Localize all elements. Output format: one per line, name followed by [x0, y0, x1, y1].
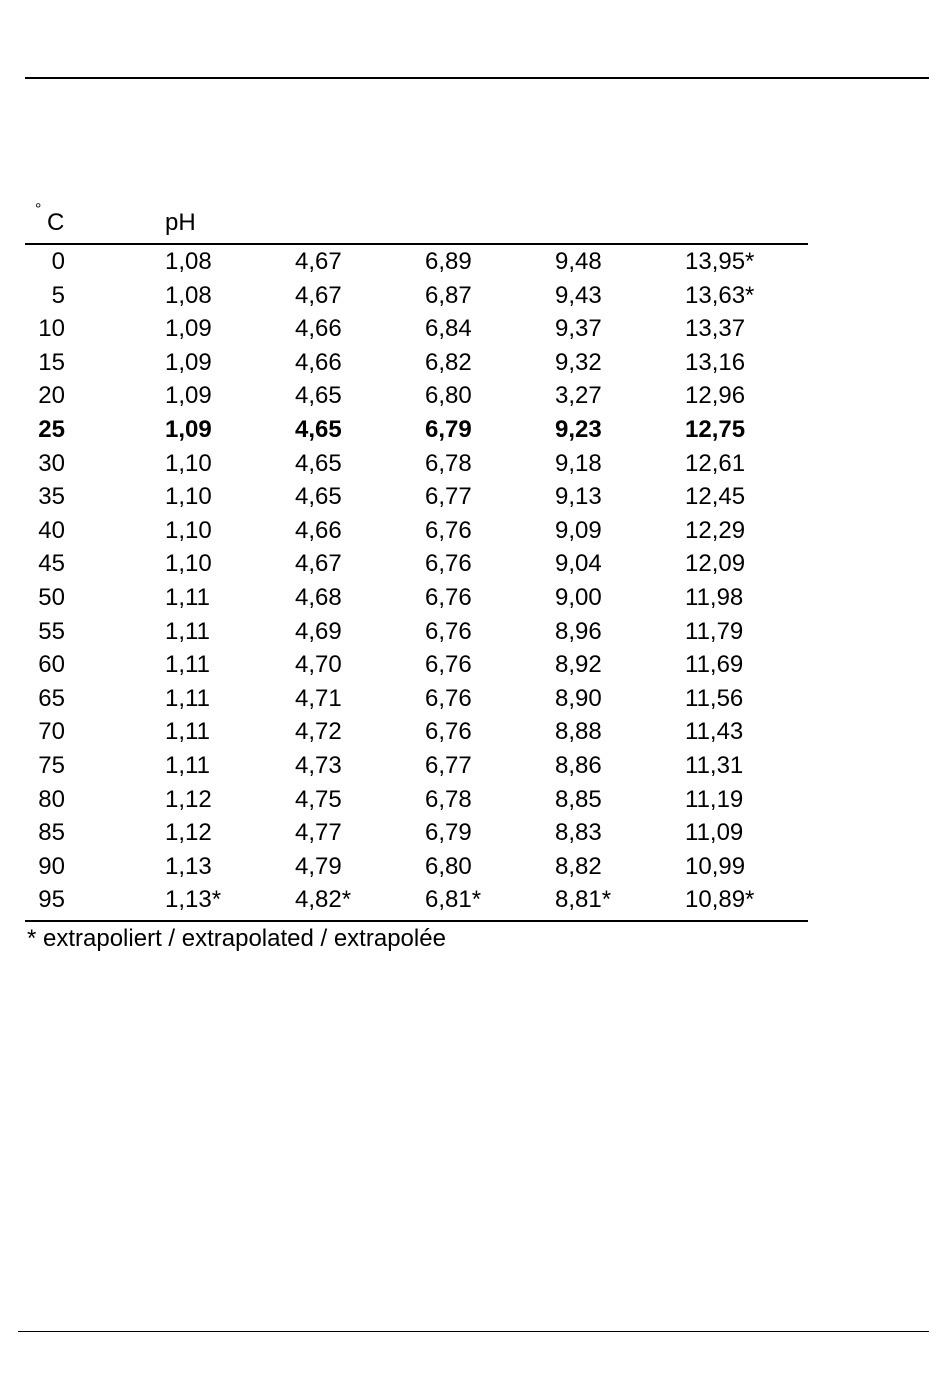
temperature-cell: 55: [38, 617, 65, 645]
ph-col3-cell: 6,76: [425, 583, 472, 611]
ph-col4-cell: 9,13: [555, 483, 602, 511]
ph-col4-cell: 8,85: [555, 785, 602, 813]
ph-col3-cell: 6,84: [425, 315, 472, 343]
table-row: [25, 312, 808, 346]
table-row: [25, 816, 808, 850]
ph-col3-cell: 6,80: [425, 382, 472, 410]
ph-col5-cell: 11,56: [685, 684, 744, 712]
ph-temperature-table: [25, 200, 808, 956]
ph-col1-cell: 1,10: [165, 449, 212, 477]
ph-col3-cell: 6,78: [425, 449, 472, 477]
ph-col2-cell: 4,73: [295, 751, 342, 779]
ph-col5-cell: 11,79: [685, 617, 744, 645]
temperature-cell: 5: [51, 281, 65, 309]
ph-col2-cell: 4,67: [295, 281, 342, 309]
table-row: [25, 379, 808, 413]
ph-col4-cell: 9,04: [555, 550, 602, 578]
temperature-cell: 90: [38, 852, 65, 880]
ph-col2-cell: 4,67: [295, 550, 342, 578]
table-row: [25, 682, 808, 716]
table-row: [25, 749, 808, 783]
temperature-cell: 35: [38, 483, 65, 511]
table-row: [25, 581, 808, 615]
ph-col1-cell: 1,09: [165, 415, 212, 443]
table-row: [25, 783, 808, 817]
ph-col1-cell: 1,11: [165, 718, 210, 746]
ph-col3-cell: 6,77: [425, 483, 472, 511]
temperature-cell: 40: [38, 516, 65, 544]
ph-col1-cell: 1,09: [165, 348, 212, 376]
temperature-cell: 20: [38, 382, 65, 410]
ph-col5-cell: 13,37: [685, 315, 746, 343]
ph-col5-cell: 10,89*: [685, 886, 755, 914]
ph-col5-cell: 11,98: [685, 583, 744, 611]
ph-col1-cell: 1,11: [165, 684, 210, 712]
table-row: [25, 883, 808, 917]
temperature-cell: 85: [38, 819, 65, 847]
ph-col5-cell: 11,09: [685, 819, 744, 847]
ph-col5-cell: 11,19: [685, 785, 744, 813]
ph-col2-cell: 4,66: [295, 348, 342, 376]
ph-col3-cell: 6,77: [425, 751, 472, 779]
ph-col1-cell: 1,13: [165, 852, 212, 880]
ph-col4-cell: 8,86: [555, 751, 602, 779]
ph-col3-cell: 6,76: [425, 550, 472, 578]
ph-col3-cell: 6,89: [425, 248, 472, 275]
ph-col2-cell: 4,65: [295, 382, 342, 410]
ph-col3-cell: 6,76: [425, 718, 472, 746]
ph-col3-cell: 6,76: [425, 617, 472, 645]
ph-col4-cell: 9,23: [555, 415, 602, 443]
ph-col4-cell: 9,43: [555, 281, 602, 309]
ph-col5-cell: 11,43: [685, 718, 744, 746]
ph-col4-cell: 3,27: [555, 382, 602, 410]
ph-col4-cell: 8,92: [555, 651, 602, 679]
ph-col2-cell: 4,69: [295, 617, 342, 645]
ph-col5-cell: 12,96: [685, 382, 746, 410]
ph-col3-cell: 6,87: [425, 281, 472, 309]
ph-col2-cell: 4,79: [295, 852, 342, 880]
ph-col3-cell: 6,79: [425, 819, 472, 847]
ph-col5-cell: 13,95*: [685, 248, 755, 275]
ph-col3-cell: 6,81*: [425, 886, 482, 914]
ph-col1-cell: 1,08: [165, 248, 212, 275]
ph-col4-cell: 9,18: [555, 449, 602, 477]
table-row: [25, 648, 808, 682]
ph-col1-cell: 1,12: [165, 819, 212, 847]
temperature-cell: 45: [38, 550, 65, 578]
ph-col4-cell: 8,83: [555, 819, 602, 847]
temperature-cell: 15: [38, 348, 65, 376]
ph-col1-cell: 1,11: [165, 651, 210, 679]
ph-col5-cell: 10,99: [685, 852, 746, 880]
ph-col2-cell: 4,67: [295, 248, 342, 275]
ph-col3-cell: 6,80: [425, 852, 472, 880]
temperature-cell: 75: [38, 751, 65, 779]
ph-col1-cell: 1,10: [165, 550, 212, 578]
top-rule: [25, 77, 929, 79]
ph-col2-cell: 4,77: [295, 819, 342, 847]
temperature-cell: 70: [38, 718, 65, 746]
ph-col3-cell: 6,76: [425, 684, 472, 712]
ph-col1-cell: 1,11: [165, 751, 210, 779]
ph-col4-cell: 9,09: [555, 516, 602, 544]
ph-col4-cell: 9,48: [555, 248, 602, 275]
ph-col1-cell: 1,10: [165, 483, 212, 511]
ph-col5-cell: 11,31: [685, 751, 744, 779]
temperature-cell: 0: [51, 248, 65, 275]
ph-col5-cell: 13,16: [685, 348, 746, 376]
temperature-cell: 30: [38, 449, 65, 477]
ph-col2-cell: 4,65: [295, 449, 342, 477]
ph-col5-cell: 12,09: [685, 550, 746, 578]
ph-col4-cell: 8,82: [555, 852, 602, 880]
ph-col1-cell: 1,09: [165, 382, 212, 410]
ph-col3-cell: 6,82: [425, 348, 472, 376]
table-row: [25, 346, 808, 380]
ph-col2-cell: 4,75: [295, 785, 342, 813]
ph-col2-cell: 4,65: [295, 483, 342, 511]
ph-col4-cell: 9,32: [555, 348, 602, 376]
table-row: [25, 850, 808, 884]
table-row: [25, 547, 808, 581]
ph-col2-cell: 4,66: [295, 516, 342, 544]
ph-col2-cell: 4,70: [295, 651, 342, 679]
ph-col3-cell: 6,76: [425, 651, 472, 679]
ph-col3-cell: 6,79: [425, 415, 472, 443]
footnote: * extrapoliert / extrapolated / extrapolée: [27, 924, 446, 952]
ph-col5-cell: 12,61: [685, 449, 746, 477]
table-row: [25, 413, 808, 447]
table-row: [25, 615, 808, 649]
ph-col2-cell: 4,65: [295, 415, 342, 443]
temperature-cell: 10: [38, 315, 65, 343]
ph-col3-cell: 6,78: [425, 785, 472, 813]
temperature-cell: 25: [38, 415, 65, 443]
ph-col4-cell: 9,37: [555, 315, 602, 343]
temperature-cell: 95: [38, 886, 65, 914]
ph-col2-cell: 4,71: [295, 684, 342, 712]
table-row: [25, 245, 808, 279]
ph-header: pH: [165, 209, 196, 236]
temperature-cell: 80: [38, 785, 65, 813]
ph-col2-cell: 4,68: [295, 583, 342, 611]
ph-col5-cell: 13,63*: [685, 281, 755, 309]
ph-col1-cell: 1,13*: [165, 886, 222, 914]
ph-col1-cell: 1,11: [165, 583, 210, 611]
ph-col4-cell: 8,81*: [555, 886, 612, 914]
ph-col1-cell: 1,09: [165, 315, 212, 343]
ph-col4-cell: 8,96: [555, 617, 602, 645]
ph-col1-cell: 1,12: [165, 785, 212, 813]
table-row: [25, 447, 808, 481]
temperature-cell: 60: [38, 651, 65, 679]
ph-col1-cell: 1,10: [165, 516, 212, 544]
table-row: [25, 715, 808, 749]
table-header: [25, 200, 808, 245]
ph-col1-cell: 1,11: [165, 617, 210, 645]
table-row: [25, 279, 808, 313]
ph-col2-cell: 4,66: [295, 315, 342, 343]
ph-col5-cell: 12,45: [685, 483, 746, 511]
temperature-unit-header: C: [47, 209, 65, 236]
table-row: [25, 480, 808, 514]
ph-col5-cell: 12,29: [685, 516, 746, 544]
ph-col2-cell: 4,72: [295, 718, 342, 746]
ph-col4-cell: 8,88: [555, 718, 602, 746]
ph-col3-cell: 6,76: [425, 516, 472, 544]
bottom-rule: [18, 1331, 929, 1332]
temperature-cell: 65: [38, 684, 65, 712]
ph-col5-cell: 11,69: [685, 651, 744, 679]
ph-col1-cell: 1,08: [165, 281, 212, 309]
table-body: [25, 245, 808, 917]
degree-symbol: °: [35, 201, 42, 218]
ph-col5-cell: 12,75: [685, 415, 746, 443]
temperature-cell: 50: [38, 583, 65, 611]
ph-col4-cell: 8,90: [555, 684, 602, 712]
ph-col4-cell: 9,00: [555, 583, 602, 611]
ph-col2-cell: 4,82*: [295, 886, 352, 914]
table-row: [25, 514, 808, 548]
